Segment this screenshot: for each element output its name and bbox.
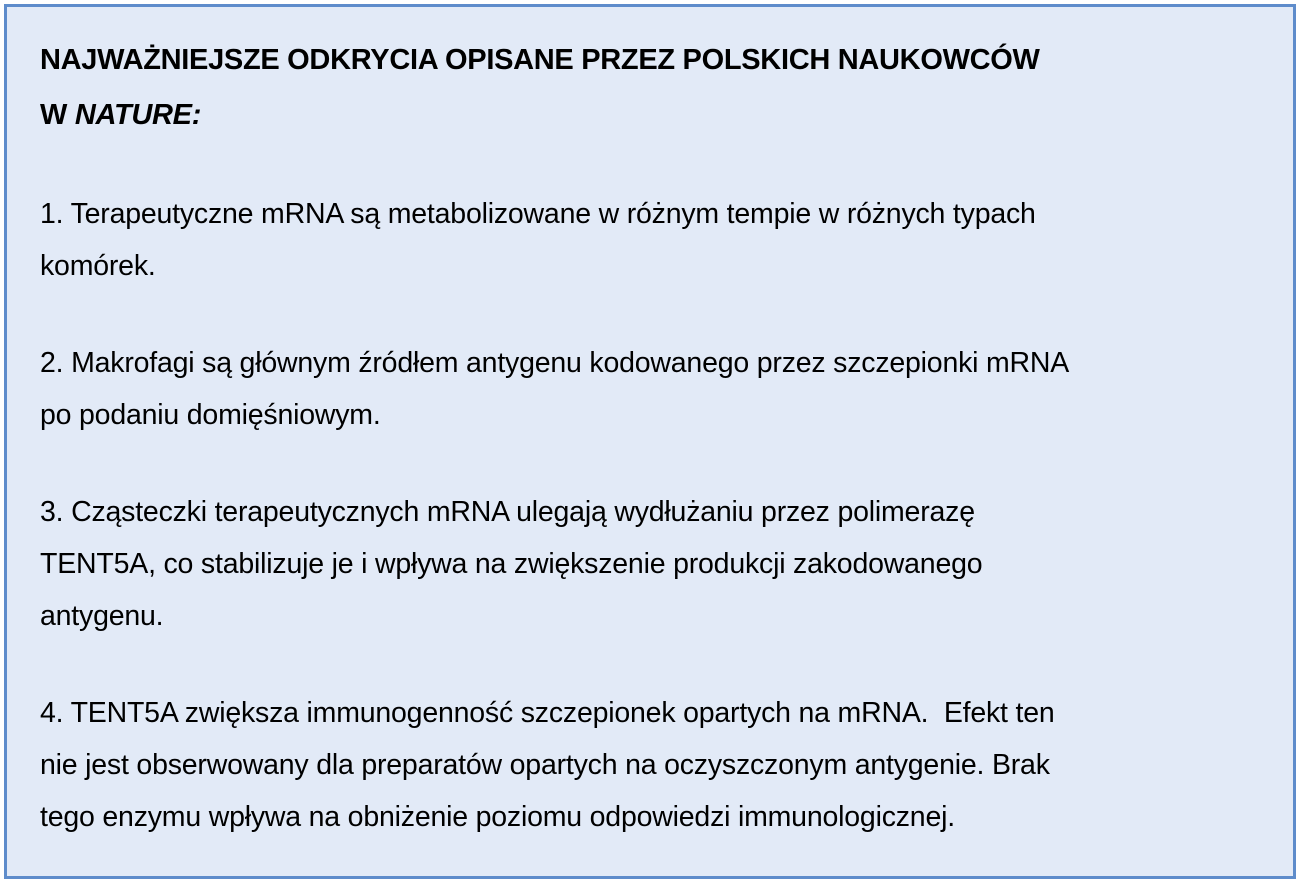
finding-line: tego enzymu wpływa na obniżenie poziomu odpowiedzi immunologicznej. xyxy=(40,801,955,833)
finding-item-1 xyxy=(40,188,1069,292)
box-title xyxy=(40,33,1069,143)
finding-item-3 xyxy=(40,486,1069,642)
finding-line: komórek. xyxy=(40,250,156,282)
title-line-1: NAJWAŻNIEJSZE ODKRYCIA OPISANE PRZEZ POLSKICH NAUKOWCÓW xyxy=(40,44,1040,76)
finding-line: TENT5A, co stabilizuje je i wpływa na zwiększenie produkcji zakodowanego xyxy=(40,548,983,580)
finding-line: 3. Cząsteczki terapeutycznych mRNA ulegają wydłużaniu przez polimerazę xyxy=(40,496,975,528)
title-journal-name: NATURE: xyxy=(74,99,202,131)
finding-item-2 xyxy=(40,337,1069,441)
finding-line: antygenu. xyxy=(40,600,164,632)
finding-line: po podaniu domięśniowym. xyxy=(40,399,381,431)
finding-line: 1. Terapeutyczne mRNA są metabolizowane w różnym tempie w różnych typach xyxy=(40,198,1036,230)
title-prefix: W xyxy=(40,99,75,131)
finding-item-4 xyxy=(40,687,1069,843)
info-box xyxy=(4,4,1296,879)
finding-line: nie jest obserwowany dla preparatów opartych na oczyszczonym antygenie. Brak xyxy=(40,749,1050,781)
title-line-2 xyxy=(40,88,1069,143)
finding-line: 2. Makrofagi są głównym źródłem antygenu kodowanego przez szczepionki mRNA xyxy=(40,347,1070,379)
finding-line: 4. TENT5A zwiększa immunogenność szczepionek opartych na mRNA. Efekt ten xyxy=(40,697,1055,729)
box-content xyxy=(40,33,1069,843)
